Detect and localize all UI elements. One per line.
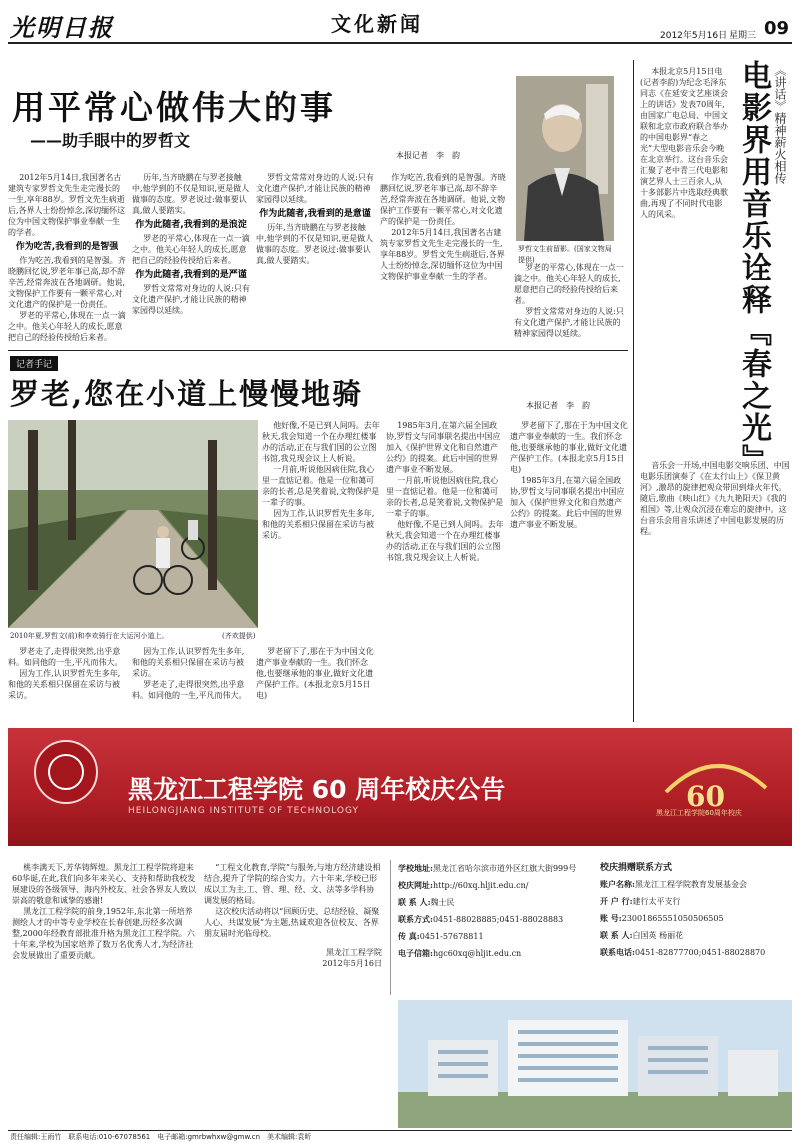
ad-paragraph: 这次校庆活动将以“回顾历史、总结经验、凝聚人心、共谋发展”为主题,热诚欢迎各位校友、各界朋友届时光临母校。 bbox=[204, 907, 380, 938]
ad-fax-row bbox=[398, 928, 596, 945]
contact-value: 魏士民 bbox=[430, 898, 455, 907]
ad-signature-school: 黑龙江工程学院 bbox=[326, 948, 382, 957]
article-1-photo bbox=[516, 76, 614, 241]
article-1-paragraph: 2012年5月14日,我国著名古建筑专家罗哲文先生走完漫长的一生,享年88岁。罗哲文先生病逝后,各界人士纷纷悼念,深切缅怀这位为中国文物保护事业奉献一生的学者。 bbox=[380, 228, 505, 281]
article-1-col-1 bbox=[8, 172, 126, 343]
address-value: 黑龙江省哈尔滨市道外区红旗大街999号 bbox=[432, 864, 577, 873]
sidebar-paragraph: 音乐会一开场,中国电影交响乐团、中国电影乐团演奏了《在太行山上》《保卫黄河》,激昂的旋律把观众带回到烽火年代。随后,歌曲《映山红》《九九艳阳天》《我的祖国》等,让观众沉浸在难忘的旋律中。这台音乐会用音乐讲述了中国电影发展的历程。 bbox=[640, 461, 790, 536]
sidebar-paragraph: 本报北京5月15日电(记者李韵)为纪念毛泽东同志《在延安文艺座谈会上的讲话》发表70周年,由国家广电总局、中国文联和北京市政府联合举办的中国电影界“春之光”大型电影音乐会今晚在北京举行。这台音乐会汇聚了老中青三代电影和演艺界人士三百余人,从十多部影片中选取经典歌曲,再现了不同时代电影人的风采。 bbox=[640, 67, 728, 219]
article-2-bottom-col-2 bbox=[132, 646, 250, 701]
dcontact-value: 白国英 杨丽花 bbox=[632, 931, 684, 940]
article-2-bottom-col-1 bbox=[8, 646, 126, 701]
article-1-subtitle: ——助手眼中的罗哲文 bbox=[30, 131, 191, 150]
school-logo-inner bbox=[48, 754, 84, 790]
sidebar-body-bottom bbox=[640, 460, 792, 537]
article-2-col-1 bbox=[262, 420, 380, 541]
article-1-paragraph: 罗老的平常心,体现在一点一滴之中。他关心年轻人的成长,愿意把自己的经验传授给后来者。 bbox=[514, 263, 624, 305]
article-2-photo-caption: 2010年夏,罗哲文(前)和李欢骑行在大运河小道上。 bbox=[10, 632, 169, 640]
fax-value: 0451-57678811 bbox=[419, 932, 484, 941]
article-1-col-2 bbox=[132, 172, 250, 316]
ad-banner bbox=[8, 728, 792, 846]
anniversary-emblem-text: 黑龙江工程学院60周年校庆 bbox=[656, 809, 742, 817]
portrait-illustration bbox=[516, 76, 614, 241]
article-1-title: 用平常心做伟大的事 bbox=[12, 88, 336, 127]
web-link[interactable]: http://60xq.hljit.edu.cn/ bbox=[432, 881, 529, 890]
tel-value: 0451-88028885;0451-88028883 bbox=[432, 915, 564, 924]
contact-label: 联 系 人: bbox=[398, 897, 431, 907]
campus-photo bbox=[398, 1000, 792, 1128]
footer-credits: 责任编辑:王雨竹 联系电话:010-67078561 电子邮箱:gmrbwhxw@gmw.cn 美术编辑:袁昕 bbox=[10, 1133, 312, 1141]
email-label: 电子信箱: bbox=[398, 948, 433, 958]
article-1-subhead: 作为此随者,我看到的是浪淀 bbox=[135, 220, 247, 230]
address-label: 学校地址: bbox=[398, 863, 433, 873]
article-1-paragraph: 历年,当齐晓鹏在与罗老接触中,他学到的不仅是知识,更是做人做事的态度。罗老说过:做事要认真,做人要踏实。 bbox=[132, 173, 250, 215]
donation-name-row bbox=[600, 876, 794, 893]
ad-title: 黑龙江工程学院 60 周年校庆公告 bbox=[128, 775, 506, 804]
ad-paragraph: 黑龙江工程学院的前身,1952年,东北第一所培养测绘人才的中等专业学校在长春创建,历经多次调整,2000年经教育部批准升格为黑龙江工程学院。六十年来,学校为国家培养了数万名优秀人才,为经济社会发展做出了重要贡献。 bbox=[12, 907, 195, 960]
sidebar-divider bbox=[633, 60, 634, 722]
bank-value: 建行太平支行 bbox=[632, 897, 681, 906]
dtel-value: 0451-82877700;0451-88028870 bbox=[634, 948, 766, 957]
page-number: 09 bbox=[764, 18, 790, 39]
article-1-paragraph: 作为吃苦,我看到的是智强。齐晓鹏回忆说,罗老年事已高,却不辞辛苦,经常奔波在各地调研。他说,文物保护工作要有一颗平常心,对文化遗产的保护是一份责任。 bbox=[380, 173, 506, 226]
article-1-paragraph: 罗哲文常常对身边的人说:只有文化遗产保护,才能让民族的精神家园得以延续。 bbox=[256, 173, 374, 204]
ad-donation-info bbox=[600, 860, 794, 961]
article-2-bottom-col-3 bbox=[256, 646, 374, 701]
web-label: 校庆网址: bbox=[398, 880, 433, 890]
article-divider bbox=[8, 350, 628, 351]
article-1-paragraph: 罗老的平常心,体现在一点一滴之中。他关心年轻人的成长,愿意把自己的经验传授给后来者。 bbox=[8, 311, 126, 342]
newspaper-logo: 光明日报 bbox=[10, 13, 114, 42]
campus-illustration bbox=[398, 1000, 792, 1128]
article-2-paragraph: 罗老留下了,那在于为中国文化遗产事业奉献的一生。我们怀念他,也要继承他的事业,做好文化遗产保护工作。(本报北京5月15日电) bbox=[510, 421, 628, 474]
article-2-paragraph: 一月前,听说他因病住院,我心里一直惦记着。他是一位和蔼可亲的长者,总是笑着说,文物保护是一辈子的事。 bbox=[386, 476, 504, 518]
ad-tel-row bbox=[398, 911, 596, 928]
article-2-title: 罗老,您在小道上慢慢地骑 bbox=[10, 377, 364, 411]
dcontact-label: 联 系 人: bbox=[600, 930, 633, 940]
sidebar-kicker: 《讲话》精神薪火相传 bbox=[773, 64, 787, 184]
article-2-paragraph: 一月前,听说他因病住院,我心里一直惦记着。他是一位和蔼可亲的长者,总是笑着说,文物保护是一辈子的事。 bbox=[262, 465, 380, 507]
ad-signature-date: 2012年5月16日 bbox=[322, 959, 382, 968]
dtel-label: 联系电话: bbox=[600, 947, 635, 957]
cycling-photo-illustration bbox=[8, 420, 258, 628]
ad-body-col-2 bbox=[204, 862, 382, 969]
acct-name-value: 黑龙江工程学院教育发展基金会 bbox=[634, 880, 747, 889]
masthead bbox=[0, 0, 800, 46]
svg-text:60: 60 bbox=[686, 780, 725, 813]
sidebar-title: 电影界用音乐诠释『春之光』 bbox=[736, 60, 771, 476]
article-2-paragraph: 1985年3月,在第六届全国政协,罗哲文与同事联名提出中国应加入《保护世界文化和自然遗产公约》的提案。此后中国的世界遗产事业不断发展。 bbox=[510, 476, 625, 529]
email-link[interactable]: hgc60xq@hljit.edu.cn bbox=[432, 949, 522, 958]
sidebar-body-top bbox=[640, 66, 728, 220]
article-1-paragraph: 罗哲文常常对身边的人说:只有文化遗产保护,才能让民族的精神家园得以延续。 bbox=[132, 284, 250, 315]
school-logo bbox=[34, 740, 98, 804]
article-2-photo bbox=[8, 420, 258, 628]
section-title: 文化新闻 bbox=[331, 12, 423, 36]
anniversary-emblem bbox=[656, 752, 776, 822]
article-1-col-4 bbox=[380, 172, 506, 282]
ad-school-english: HEILONGJIANG INSTITUTE OF TECHNOLOGY bbox=[128, 806, 359, 816]
article-2-paragraph: 罗老走了,走得很突然,出乎意料。如同他的一生,平凡而伟大。 bbox=[132, 680, 247, 700]
article-1-paragraph: 作为吃苦,我看到的是智强。齐晓鹏回忆说,罗老年事已高,却不辞辛苦,经常奔波在各地调研。他说,文物保护工作要有一颗平常心,对文化遗产的保护是一份责任。 bbox=[8, 256, 126, 309]
article-2-col-3 bbox=[510, 420, 628, 530]
article-2-photo-credit: (齐欢提供) bbox=[222, 632, 256, 640]
acct-value: 23001865551050506505 bbox=[621, 914, 724, 923]
acct-label: 账 号: bbox=[600, 913, 622, 923]
ad-email-row bbox=[398, 945, 596, 962]
bank-label: 开 户 行: bbox=[600, 896, 633, 906]
article-1-paragraph: 罗哲文常常对身边的人说:只有文化遗产保护,才能让民族的精神家园得以延续。 bbox=[514, 307, 624, 338]
tel-label: 联系方式: bbox=[398, 914, 433, 924]
article-1-byline: 本报记者 李 韵 bbox=[396, 151, 460, 160]
article-1-subhead: 作为此随者,我看到的是严谨 bbox=[135, 270, 247, 280]
ad-column-divider bbox=[390, 860, 391, 995]
ad-web-row bbox=[398, 877, 596, 894]
article-1-photo-caption: 罗哲文生前留影。(国家文物局提供) bbox=[518, 245, 612, 264]
donation-bank-row bbox=[600, 893, 794, 910]
article-2-paragraph: 因为工作,认识罗哲先生多年,和他的关系相只保留在采访与被采访。 bbox=[262, 509, 375, 540]
article-2-byline: 本报记者 李 韵 bbox=[526, 401, 590, 410]
donation-acct-row bbox=[600, 910, 794, 927]
ad-contact-row bbox=[398, 894, 596, 911]
article-2-paragraph: 因为工作,认识罗哲先生多年,和他的关系相只保留在采访与被采访。 bbox=[132, 647, 245, 678]
advertisement bbox=[0, 728, 800, 1130]
article-2-paragraph: 因为工作,认识罗哲先生多年,和他的关系相只保留在采访与被采访。 bbox=[8, 669, 121, 700]
article-2-kicker: 记者手记 bbox=[10, 356, 58, 371]
article-2-paragraph: 1985年3月,在第六届全国政协,罗哲文与同事联名提出中国应加入《保护世界文化和自然遗产公约》的提案。此后中国的世界遗产事业不断发展。 bbox=[386, 421, 501, 474]
article-2-paragraph: 罗老留下了,那在于为中国文化遗产事业奉献的一生。我们怀念他,也要继承他的事业,做好文化遗产保护工作。(本报北京5月15日电) bbox=[256, 647, 374, 700]
article-2-paragraph: 罗老走了,走得很突然,出乎意料。如同他的一生,平凡而伟大。 bbox=[8, 647, 123, 667]
ad-contact-info bbox=[398, 860, 596, 962]
issue-weekday: 星期三 bbox=[729, 31, 757, 41]
article-1-subhead: 作为吃苦,我看到的是智强 bbox=[15, 242, 119, 252]
masthead-rule bbox=[8, 42, 792, 44]
acct-name-label: 账户名称: bbox=[600, 879, 635, 889]
article-1-paragraph: 2012年5月14日,我国著名古建筑专家罗哲文先生走完漫长的一生,享年88岁。罗哲文先生病逝后,各界人士纷纷悼念,深切缅怀这位为中国文物保护事业奉献一生的学者。 bbox=[8, 173, 126, 237]
article-1-col-5 bbox=[514, 262, 626, 339]
ad-body-col-1 bbox=[12, 862, 198, 961]
donation-title: 校庆捐赠联系方式 bbox=[600, 863, 673, 873]
article-1-subhead: 作为此随者,我看到的是意谨 bbox=[259, 209, 371, 219]
donation-contact-row bbox=[600, 927, 794, 944]
fax-label: 传 真: bbox=[398, 931, 420, 941]
ad-paragraph: 桃李满天下,芳华铸辉煌。黑龙江工程学院将迎来60华诞,在此,我们向多年来关心、支持和帮助我校发展建设的各级领导、海内外校友、社会各界友人致以崇高的敬意和诚挚的感谢! bbox=[12, 863, 196, 905]
ad-address-row bbox=[398, 860, 596, 877]
article-2-paragraph: 他好像,不是已到人间吗。去年秋天,我会知道一个在办理红楼事办的活动,正在与我们国的公立图书馆,我兑现会议上人析说。 bbox=[262, 421, 380, 463]
footer-rule bbox=[8, 1130, 792, 1131]
donation-tel-row bbox=[600, 944, 794, 961]
issue-date: 2012年5月16日 bbox=[660, 31, 728, 41]
article-2-col-2 bbox=[386, 420, 504, 563]
article-1-paragraph: 罗老的平常心,体现在一点一滴之中。他关心年轻人的成长,愿意把自己的经验传授给后来者。 bbox=[132, 234, 250, 265]
article-1-paragraph: 历年,当齐晓鹏在与罗老接触中,他学到的不仅是知识,更是做人做事的态度。罗老说过:做事要认真,做人要踏实。 bbox=[256, 223, 374, 265]
article-1-col-3 bbox=[256, 172, 374, 266]
article-2-paragraph: 他好像,不是已到人间吗。去年秋天,我会知道一个在办理红楼事办的活动,正在与我们国的公立图书馆,我兑现会议上人析说。 bbox=[386, 520, 504, 562]
ad-paragraph: “工程文化教育,学院”与服务,与地方经济建设相结合,提升了学院的综合实力。六十年来,学校已形成以工为主,工、管、理、经、文、法等多学科协调发展的格局。 bbox=[204, 863, 381, 905]
